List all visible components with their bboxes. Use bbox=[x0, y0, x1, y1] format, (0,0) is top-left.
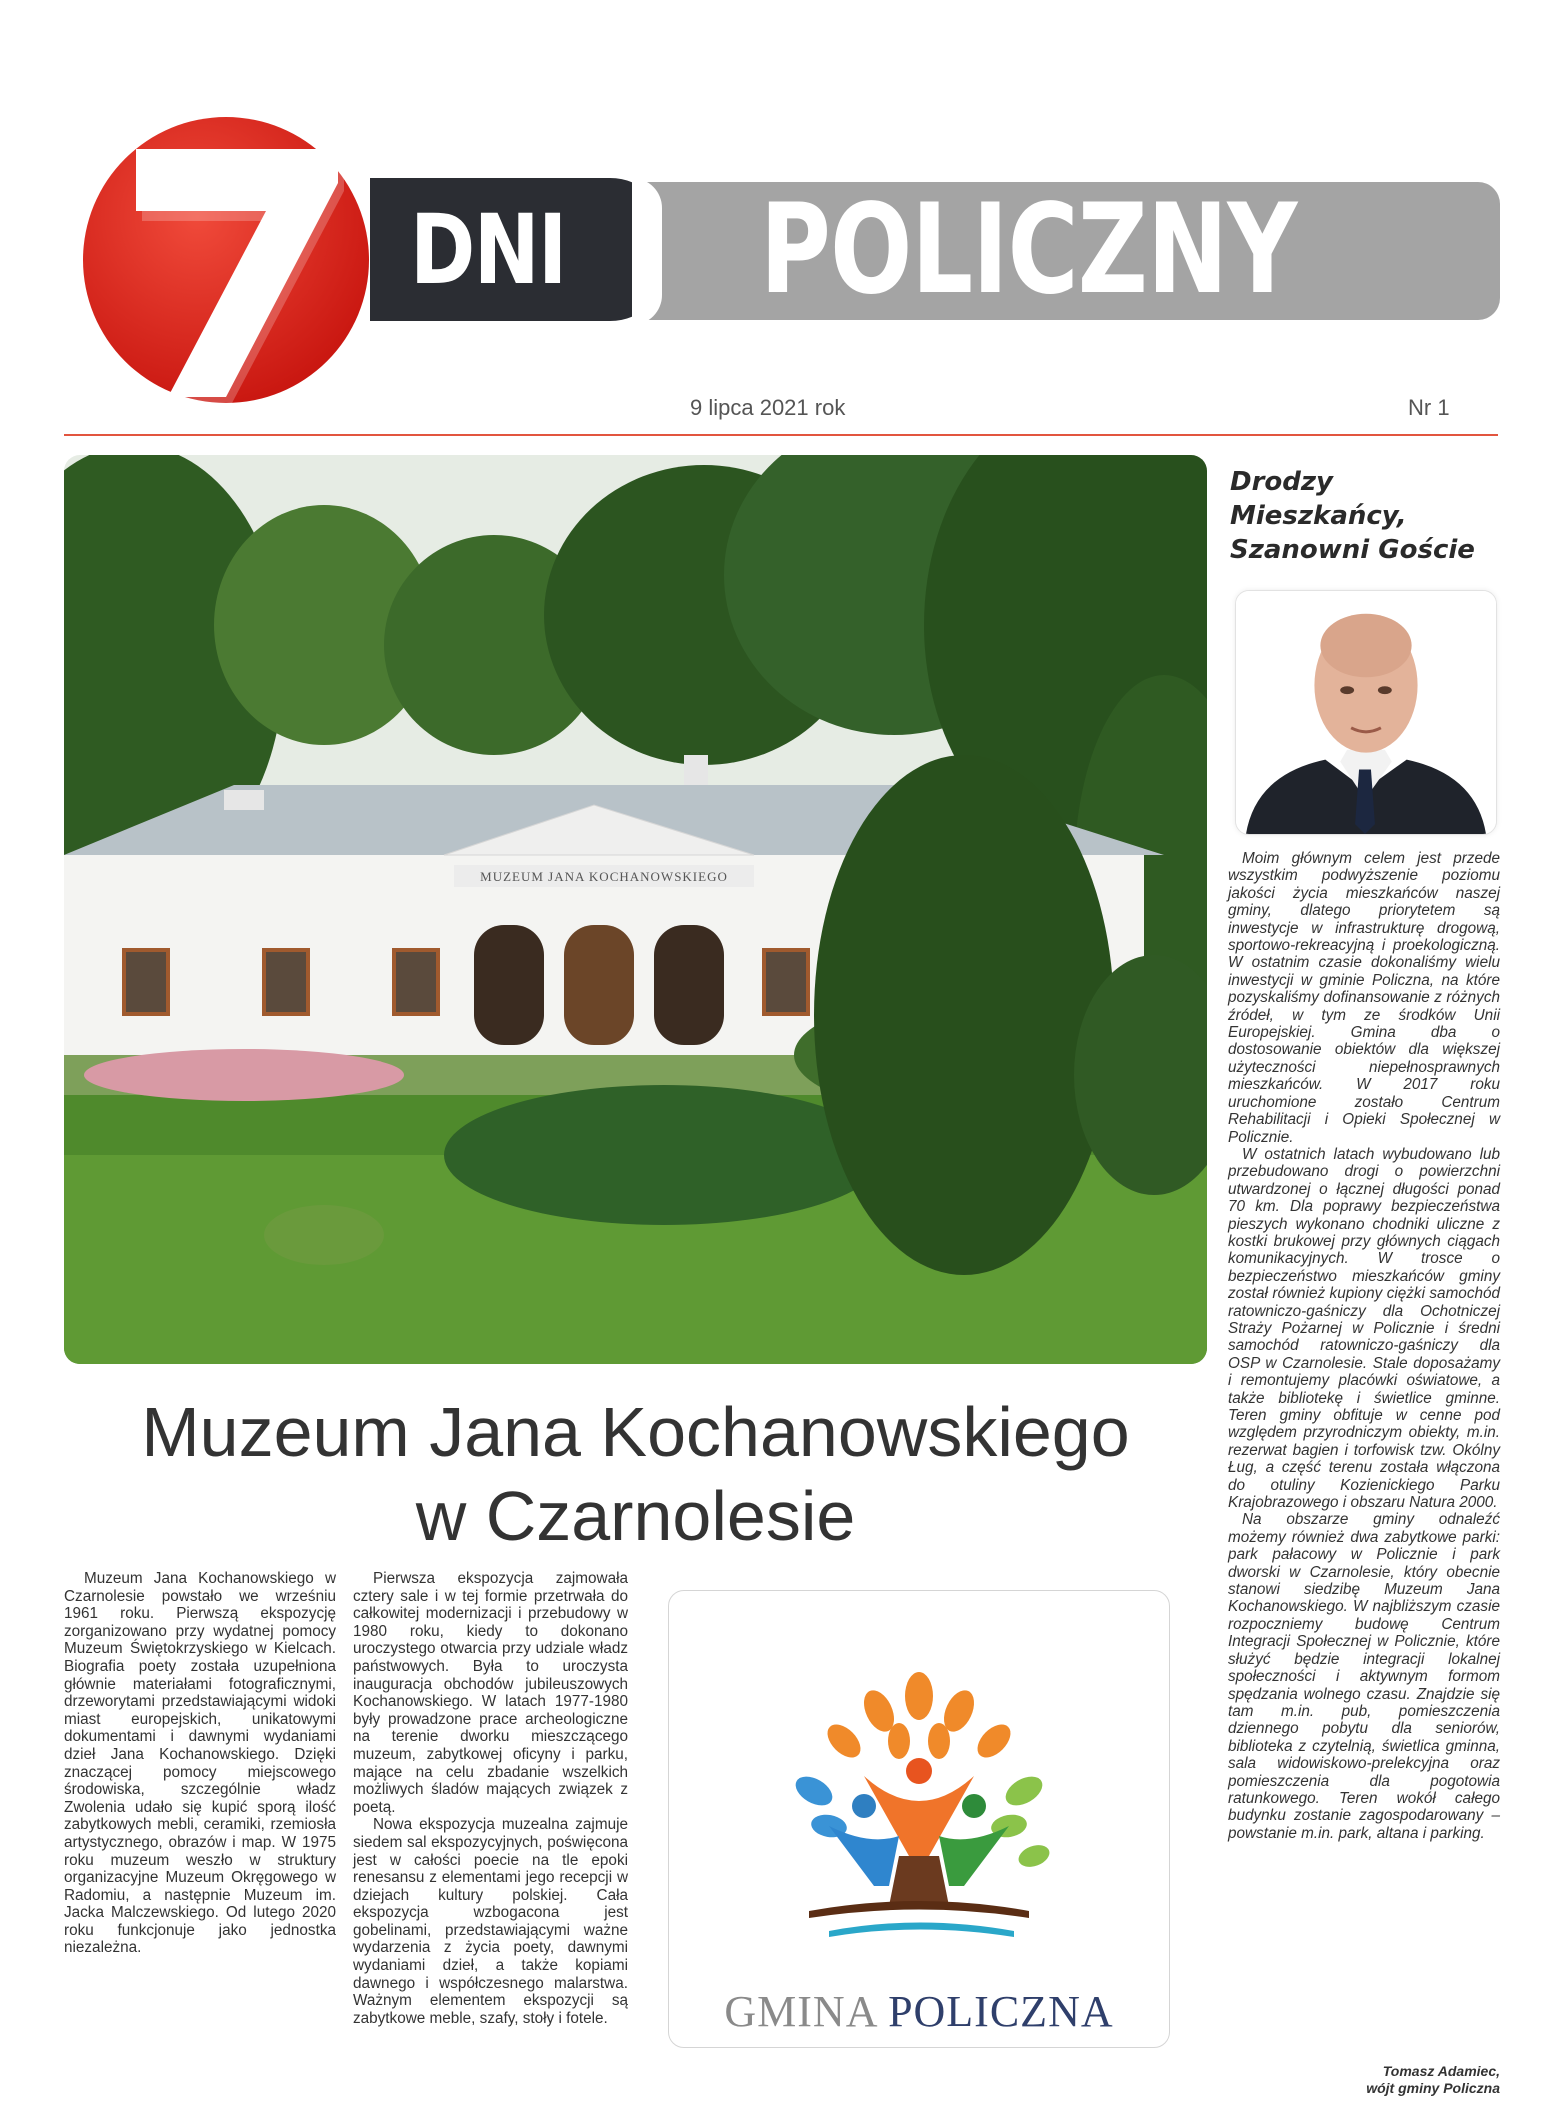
masthead-town: POLICZNY bbox=[760, 178, 1297, 322]
letter-paragraph-2: W ostatnich latach wybudowano lub przebudowano drogi o powierzchni utwardzonej o łącznej długości ponad 70 km. Dla poprawy bezpieczeństwa pieszych wykonano chodniki uliczne z kostki brukowej przy głównych ciągach komunikacyjnych. W trosce o bezpieczeństwo mieszkańców gminy został również kupiony ciężki samochód ratowniczo-gaśniczy dla Ochotniczej Straży Pożarnej w Policznie i średni samochód ratowniczo-gaśniczy dla OSP w Czarnolesie. Stale doposażamy i remontujemy placówki oświatowe, a także bibliotekę i świetlice gminne. Teren gminy obfituje w cenne pod względem przyrodniczym obiekty, m.in. rezerwat bagien i torfowisk tzw. Okólny Ług, a część terenu została włączona do otuliny Kozienickiego Parku Krajobrazowego i obszaru Natura 2000. bbox=[1228, 1145, 1500, 1512]
masthead-logo-seven bbox=[76, 115, 376, 405]
issue-date: 9 lipca 2021 rok bbox=[690, 395, 846, 420]
greeting-line-2: Mieszkańcy, bbox=[1230, 501, 1407, 531]
article-column-2 bbox=[353, 1570, 628, 2027]
signature-name: Tomasz Adamiec, bbox=[1382, 2063, 1500, 2079]
headline bbox=[64, 1390, 1207, 1558]
logo-word-policzna: POLICZNA bbox=[888, 1987, 1114, 2036]
article-paragraph-1: Muzeum Jana Kochanowskiego w Czarnolesie powstało we wrześniu 1961 roku. Pierwszą ekspozycję zorganizowano przy wydatnej pomocy Muzeum Świętokrzyskiego w Kielcach. Biografia poety została uzupełniona głównie materiałami fotograficznymi, drzeworytami przedstawiającymi widoki miast europejskich, unikatowymi dokumentami i dawnymi wydaniami dzieł Jana Kochanowskiego. Dzięki znaczącej pomocy miejscowego środowiska, szczególnie władz Zwolenia udało się kupić sporą ilość zabytkowych mebli, ceramiki, rzemiosła artystycznego, obrazów i map. W 1975 roku muzeum weszło w struktury organizacyjne Muzeum Okręgowego w Radomiu, a następnie Muzeum im. Jacka Malczewskiego. Od lutego 2020 roku funkcjonuje jako jednostka niezależna. bbox=[64, 1570, 336, 1957]
masthead-dni: DNI bbox=[410, 194, 566, 306]
issue-number: Nr 1 bbox=[1408, 395, 1450, 420]
building-sign: MUZEUM JANA KOCHANOWSKIEGO bbox=[480, 869, 728, 884]
greeting-line-1: Drodzy bbox=[1230, 467, 1333, 497]
museum-photo bbox=[64, 455, 1207, 1364]
bar-separator bbox=[632, 178, 662, 325]
article-column-1 bbox=[64, 1570, 336, 1957]
letter-paragraph-3: Na obszarze gminy odnaleźć możemy również dwa zabytkowe parki: park pałacowy w Policznie i park dworski w Czarnolesie, który obecnie stanowi siedzibę Muzeum Jana Kochanowskiego. W najbliższym czasie rozpoczniemy budowę Centrum Integracji Społecznej w Policznie, które służyć będzie integracji lokalnej społeczności i aktywnym formom spędzania wolnego czasu. Znajdzie się tam m.in. pub, pomieszczenia dziennego pobytu dla seniorów, biblioteka z czytelnią, świetlica gminna, sala widowiskowo-prelekcyjna oraz pomieszczenia dla pogotowia ratunkowego. Teren wokół całego budynku zostanie zagospodarowany – powstanie m.in. park, altana i parking. bbox=[1228, 1511, 1500, 1842]
signature bbox=[1228, 2063, 1500, 2097]
masthead-number: 7 bbox=[225, 289, 227, 291]
masthead-divider bbox=[64, 434, 1498, 436]
letter-text bbox=[1228, 850, 1500, 1842]
greeting bbox=[1230, 465, 1475, 567]
gmina-logo-box bbox=[668, 1590, 1170, 2048]
seven-circle-graphic bbox=[76, 115, 376, 405]
article-paragraph-3: Nowa ekspozycja muzealna zajmuje siedem sal ekspozycyjnych, poświęcona jest w całości poecie na tle epoki renesansu z elementami jego recepcji w dziejach kultury polskiej. Cała ekspozycja wzbogacona jest gobelinami, przedstawiającymi ważne wydarzenia z życia poety, dawnymi wydaniami dzieł, a także kopiami dawnego i współczesnego malarstwa. Ważnym elementem ekspozycji są zabytkowe meble, szafy, stoły i fotele. bbox=[353, 1816, 628, 2027]
signature-title: wójt gminy Policzna bbox=[1366, 2080, 1500, 2096]
article-paragraph-2: Pierwsza ekspozycja zajmowała cztery sale i w tej formie przetrwała do całkowitej modernizacji i przebudowy w 1980 roku, kiedy to dokonano uroczystego otwarcia przy udziale władz państwowych. Była to uroczysta inauguracja obchodów jubileuszowych Kochanowskiego. W latach 1977-1980 były prowadzone prace archeologiczne na terenie dworku mieszczącego muzeum, zabytkowej oficyny i parku, mające na celu zbadanie wszelkich możliwych śladów mających związek z poetą. bbox=[353, 1570, 628, 1816]
letter-paragraph-1: Moim głównym celem jest przede wszystkim podwyższenie poziomu jakości życia mieszkańców naszej gminy, dlatego priorytetem są inwestycje w infrastrukturę drogową, sportowo-rekreacyjną i proekologiczną. W ostatnim czasie dokonaliśmy wielu inwestycji w gminie Policzna, na które pozyskaliśmy dofinansowanie z różnych źródeł, w tym ze środków Unii Europejskiej. Gmina dba o dostosowanie obiektów dla większej użyteczności niepełnosprawnych mieszkańców. W 2017 roku uruchomione zostało Centrum Rehabilitacji i Opieki Społecznej w Policznie. bbox=[1228, 850, 1500, 1146]
headline-line2: w Czarnolesie bbox=[415, 1477, 856, 1555]
greeting-line-3: Szanowni Goście bbox=[1230, 535, 1475, 565]
logo-wordmark bbox=[669, 1986, 1169, 2037]
logo-word-gmina: GMINA bbox=[724, 1987, 877, 2036]
headline-line1: Muzeum Jana Kochanowskiego bbox=[141, 1393, 1130, 1471]
tree-people-logo bbox=[769, 1656, 1069, 1966]
mayor-portrait bbox=[1235, 590, 1497, 835]
